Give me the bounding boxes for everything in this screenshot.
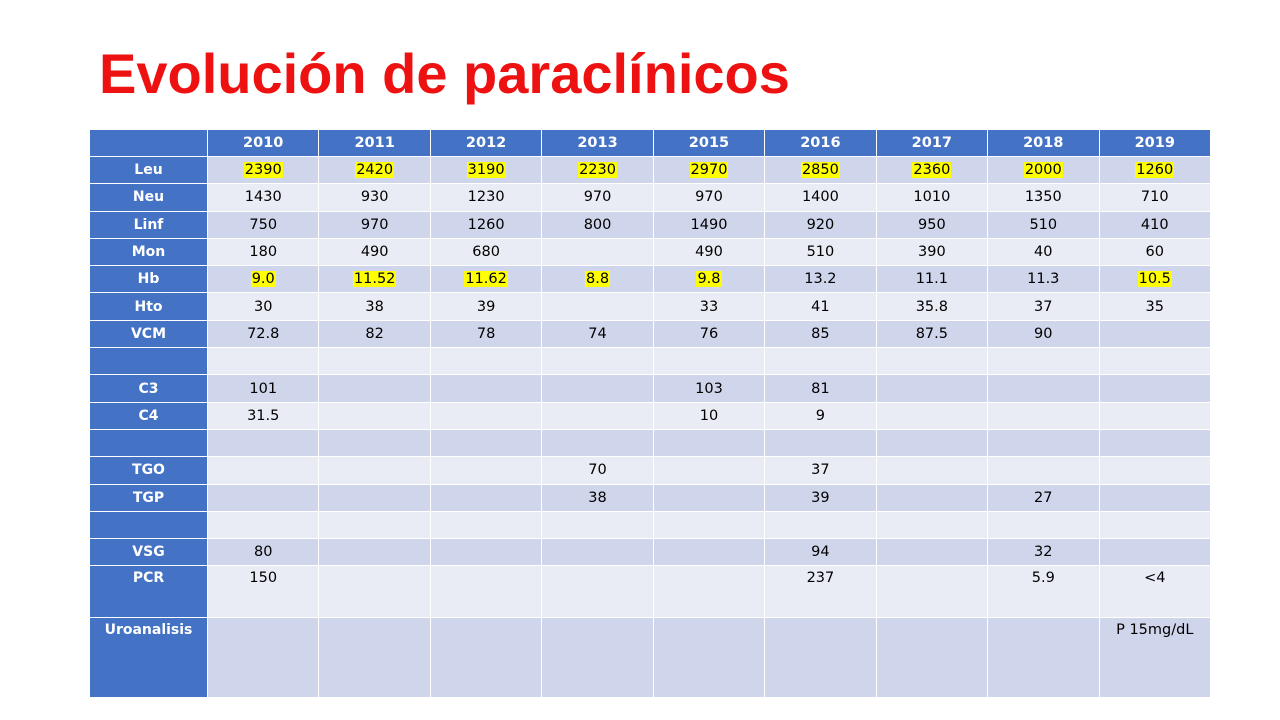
- table-cell: [653, 293, 764, 320]
- table-cell: [430, 539, 541, 566]
- table-cell: [988, 511, 1099, 538]
- table-row: [90, 566, 1211, 618]
- table-cell: [319, 429, 430, 456]
- cell-value: 94: [811, 544, 830, 561]
- cell-value: <4: [1144, 570, 1166, 587]
- highlighted-value: 2970: [690, 162, 728, 179]
- column-header-2016: 2016: [765, 130, 876, 157]
- cell-value: 10: [699, 407, 719, 424]
- cell-value: 40: [1034, 244, 1053, 261]
- table-cell: [988, 293, 1099, 320]
- lab-results-table: [89, 129, 1211, 698]
- cell-value: 41: [811, 298, 830, 315]
- table-row: [90, 238, 1211, 265]
- table-cell: [208, 457, 319, 484]
- table-cell: [208, 320, 319, 347]
- cell-value: 39: [811, 489, 830, 506]
- cell-value: 5.9: [1031, 570, 1055, 587]
- table-cell: [208, 566, 319, 618]
- cell-value: 680: [472, 244, 500, 261]
- row-label: [90, 429, 208, 456]
- table-cell: [319, 539, 430, 566]
- table-cell: [208, 375, 319, 402]
- cell-value: 103: [695, 380, 723, 397]
- table-cell: [430, 484, 541, 511]
- cell-value: 510: [806, 244, 835, 261]
- highlighted-value: 1260: [1136, 162, 1174, 179]
- table-cell: [988, 157, 1099, 184]
- table-row: [90, 320, 1211, 347]
- table-cell: [765, 375, 876, 402]
- column-header-2018: 2018: [988, 130, 1099, 157]
- table-cell: [653, 402, 764, 429]
- row-label: Linf: [90, 211, 208, 238]
- cell-value: 710: [1140, 189, 1169, 206]
- table-cell: [876, 320, 987, 347]
- table-cell: [319, 320, 430, 347]
- row-label: VCM: [90, 320, 208, 347]
- table-cell: [876, 566, 987, 618]
- cell-value: 9: [815, 407, 826, 424]
- highlighted-value: 3190: [467, 162, 505, 179]
- table-cell: [430, 266, 541, 293]
- column-header-2013: 2013: [542, 130, 653, 157]
- highlighted-value: 2420: [356, 162, 394, 179]
- table-cell: [542, 402, 653, 429]
- row-label: TGP: [90, 484, 208, 511]
- table-cell: [876, 429, 987, 456]
- table-cell: [430, 157, 541, 184]
- table-cell: [653, 211, 764, 238]
- table-cell: [319, 402, 430, 429]
- table-cell: [988, 348, 1099, 375]
- table-cell: [430, 293, 541, 320]
- table-cell: [430, 320, 541, 347]
- column-header-2010: 2010: [208, 130, 319, 157]
- cell-value: 1010: [913, 189, 951, 206]
- table-cell: [765, 211, 876, 238]
- table-cell: [653, 157, 764, 184]
- row-label: Uroanalisis: [90, 618, 208, 698]
- row-label: [90, 511, 208, 538]
- table-row: [90, 402, 1211, 429]
- table-cell: [430, 184, 541, 211]
- table-cell: [1099, 402, 1211, 429]
- table-cell: [765, 618, 876, 698]
- table-cell: [765, 157, 876, 184]
- table-cell: [876, 211, 987, 238]
- table-cell: [1099, 511, 1211, 538]
- table-cell: [208, 402, 319, 429]
- cell-value: 82: [365, 325, 384, 342]
- table-cell: [876, 375, 987, 402]
- table-cell: [988, 457, 1099, 484]
- table-cell: [430, 511, 541, 538]
- table-cell: [876, 348, 987, 375]
- cell-value: 76: [699, 325, 719, 342]
- table-cell: [988, 566, 1099, 618]
- cell-value: 950: [918, 216, 946, 233]
- column-header-2017: 2017: [876, 130, 987, 157]
- cell-value: 800: [583, 216, 612, 233]
- table-cell: [208, 511, 319, 538]
- table-cell: [319, 157, 430, 184]
- table-cell: [876, 539, 987, 566]
- cell-value: 70: [588, 462, 607, 479]
- table-row: [90, 266, 1211, 293]
- cell-value: 30: [253, 298, 273, 315]
- table-cell: [542, 566, 653, 618]
- table-cell: [876, 618, 987, 698]
- table-cell: [1099, 618, 1211, 698]
- table-body: [90, 157, 1211, 698]
- table-row: [90, 375, 1211, 402]
- table-cell: [765, 293, 876, 320]
- table-cell: [876, 293, 987, 320]
- column-header-2011: 2011: [319, 130, 430, 157]
- table-cell: [653, 484, 764, 511]
- table-row: [90, 457, 1211, 484]
- table-cell: [1099, 539, 1211, 566]
- cell-value: 31.5: [247, 407, 280, 424]
- table-cell: [430, 211, 541, 238]
- table-cell: [542, 184, 653, 211]
- table-cell: [430, 457, 541, 484]
- table-cell: [319, 484, 430, 511]
- table-cell: [1099, 320, 1211, 347]
- table-cell: [1099, 484, 1211, 511]
- row-label: Leu: [90, 157, 208, 184]
- cell-value: 510: [1029, 216, 1058, 233]
- cell-value: 11.3: [1027, 271, 1060, 288]
- cell-value: 1430: [244, 189, 282, 206]
- cell-value: 1230: [467, 189, 505, 206]
- cell-value: 1350: [1024, 189, 1062, 206]
- table-cell: [542, 348, 653, 375]
- table-cell: [765, 457, 876, 484]
- table-cell: [765, 348, 876, 375]
- table-cell: [542, 157, 653, 184]
- row-label: Hb: [90, 266, 208, 293]
- table-cell: [1099, 211, 1211, 238]
- table-cell: [988, 402, 1099, 429]
- cell-value: 1400: [801, 189, 839, 206]
- row-label: [90, 348, 208, 375]
- table-row: [90, 511, 1211, 538]
- cell-value: 80: [253, 544, 273, 561]
- table-cell: [208, 184, 319, 211]
- table-cell: [319, 566, 430, 618]
- cell-value: 390: [918, 244, 946, 261]
- table-cell: [430, 566, 541, 618]
- table-cell: [208, 157, 319, 184]
- table-cell: [542, 618, 653, 698]
- table-cell: [1099, 566, 1211, 618]
- cell-value: 72.8: [247, 325, 280, 342]
- table-cell: [319, 266, 430, 293]
- table-cell: [208, 211, 319, 238]
- table-cell: [430, 375, 541, 402]
- table-cell: [319, 184, 430, 211]
- table-cell: [653, 375, 764, 402]
- cell-value: 490: [695, 244, 723, 261]
- table-cell: [1099, 266, 1211, 293]
- table-cell: [542, 511, 653, 538]
- highlighted-value: 2390: [244, 162, 282, 179]
- table-cell: [653, 429, 764, 456]
- table-cell: [765, 566, 876, 618]
- table-cell: [876, 457, 987, 484]
- table-cell: [542, 320, 653, 347]
- slide-title: Evolución de paraclínicos: [99, 42, 790, 105]
- cell-value: 180: [249, 244, 278, 261]
- table-cell: [319, 238, 430, 265]
- cell-value: 13.2: [804, 271, 837, 288]
- table-cell: [1099, 293, 1211, 320]
- cell-value: 37: [1034, 298, 1053, 315]
- cell-value: P 15mg/dL: [1116, 622, 1194, 639]
- cell-value: 35.8: [915, 298, 948, 315]
- row-label: VSG: [90, 539, 208, 566]
- table-cell: [765, 238, 876, 265]
- cell-value: 970: [583, 189, 612, 206]
- cell-value: 11.1: [915, 271, 948, 288]
- table-cell: [319, 375, 430, 402]
- highlighted-value: 11.52: [353, 271, 396, 288]
- table-row: [90, 211, 1211, 238]
- cell-value: 750: [249, 216, 278, 233]
- table-cell: [765, 429, 876, 456]
- cell-value: 970: [360, 216, 389, 233]
- table-cell: [988, 429, 1099, 456]
- highlighted-value: 9.0: [251, 271, 275, 288]
- table-cell: [988, 618, 1099, 698]
- table-cell: [876, 511, 987, 538]
- table-cell: [430, 238, 541, 265]
- cell-value: 35: [1145, 298, 1164, 315]
- table-cell: [988, 320, 1099, 347]
- table-row: [90, 184, 1211, 211]
- highlighted-value: 10.5: [1138, 271, 1171, 288]
- table-cell: [319, 293, 430, 320]
- table-cell: [988, 211, 1099, 238]
- table-cell: [319, 511, 430, 538]
- cell-value: 490: [360, 244, 389, 261]
- cell-value: 150: [249, 570, 278, 587]
- cell-value: 81: [811, 380, 830, 397]
- table-cell: [542, 266, 653, 293]
- table-cell: [765, 402, 876, 429]
- table-cell: [1099, 375, 1211, 402]
- table-row: [90, 484, 1211, 511]
- cell-value: 970: [695, 189, 723, 206]
- cell-value: 38: [365, 298, 384, 315]
- table-row: [90, 539, 1211, 566]
- table-cell: [430, 618, 541, 698]
- table-cell: [1099, 348, 1211, 375]
- cell-value: 60: [1145, 244, 1164, 261]
- table-cell: [653, 457, 764, 484]
- table-cell: [653, 539, 764, 566]
- table-cell: [765, 484, 876, 511]
- table-cell: [653, 618, 764, 698]
- table-cell: [430, 348, 541, 375]
- table-cell: [988, 266, 1099, 293]
- table-row: [90, 618, 1211, 698]
- table-cell: [988, 484, 1099, 511]
- table-cell: [1099, 457, 1211, 484]
- table-cell: [653, 320, 764, 347]
- table-cell: [653, 238, 764, 265]
- table-cell: [542, 211, 653, 238]
- cell-value: 90: [1034, 325, 1053, 342]
- cell-value: 85: [811, 325, 830, 342]
- cell-value: 37: [811, 462, 830, 479]
- table-cell: [542, 484, 653, 511]
- cell-value: 410: [1140, 216, 1169, 233]
- table-cell: [208, 484, 319, 511]
- cell-value: 27: [1034, 489, 1053, 506]
- table-cell: [765, 539, 876, 566]
- table-row: [90, 429, 1211, 456]
- header-corner-cell: [90, 130, 208, 157]
- table-cell: [208, 266, 319, 293]
- table-cell: [208, 618, 319, 698]
- table-row: [90, 157, 1211, 184]
- table-cell: [876, 266, 987, 293]
- row-label: C3: [90, 375, 208, 402]
- table-cell: [1099, 184, 1211, 211]
- cell-value: 39: [476, 298, 496, 315]
- table-row: [90, 293, 1211, 320]
- table-cell: [765, 184, 876, 211]
- table-cell: [319, 348, 430, 375]
- table-cell: [208, 238, 319, 265]
- cell-value: 33: [699, 298, 719, 315]
- highlighted-value: 8.8: [586, 271, 610, 288]
- row-label: Neu: [90, 184, 208, 211]
- highlighted-value: 2850: [801, 162, 839, 179]
- cell-value: 74: [588, 325, 607, 342]
- table-cell: [876, 184, 987, 211]
- table-cell: [988, 184, 1099, 211]
- cell-value: 1490: [690, 216, 728, 233]
- row-label: Hto: [90, 293, 208, 320]
- cell-value: 38: [588, 489, 607, 506]
- row-label: PCR: [90, 566, 208, 618]
- table-cell: [319, 211, 430, 238]
- row-label: Mon: [90, 238, 208, 265]
- highlighted-value: 9.8: [697, 271, 721, 288]
- cell-value: 930: [360, 189, 389, 206]
- table-cell: [653, 566, 764, 618]
- table-cell: [988, 238, 1099, 265]
- table-cell: [319, 457, 430, 484]
- table-cell: [765, 320, 876, 347]
- table-cell: [1099, 429, 1211, 456]
- column-header-2019: 2019: [1099, 130, 1211, 157]
- column-header-2015: 2015: [653, 130, 764, 157]
- table-cell: [542, 539, 653, 566]
- table-cell: [430, 402, 541, 429]
- table-cell: [653, 511, 764, 538]
- table-cell: [653, 266, 764, 293]
- table-cell: [876, 238, 987, 265]
- table-cell: [653, 348, 764, 375]
- table-cell: [208, 429, 319, 456]
- table-cell: [542, 375, 653, 402]
- table-cell: [653, 184, 764, 211]
- table-cell: [430, 429, 541, 456]
- table-cell: [1099, 157, 1211, 184]
- table-cell: [765, 266, 876, 293]
- table-cell: [876, 157, 987, 184]
- table-cell: [765, 511, 876, 538]
- table-cell: [208, 539, 319, 566]
- highlighted-value: 2360: [913, 162, 951, 179]
- table-cell: [1099, 238, 1211, 265]
- table-cell: [876, 484, 987, 511]
- cell-value: 32: [1034, 544, 1053, 561]
- table-cell: [208, 293, 319, 320]
- highlighted-value: 2230: [579, 162, 616, 179]
- table-cell: [542, 429, 653, 456]
- highlighted-value: 2000: [1024, 162, 1062, 179]
- column-header-2012: 2012: [430, 130, 541, 157]
- table-cell: [876, 402, 987, 429]
- cell-value: 101: [249, 380, 278, 397]
- table-cell: [208, 348, 319, 375]
- table-cell: [542, 457, 653, 484]
- table-cell: [988, 539, 1099, 566]
- row-label: TGO: [90, 457, 208, 484]
- table-header-row: [90, 130, 1211, 157]
- cell-value: 1260: [467, 216, 505, 233]
- table-cell: [542, 293, 653, 320]
- highlighted-value: 11.62: [465, 271, 507, 288]
- table-row: [90, 348, 1211, 375]
- table-cell: [319, 618, 430, 698]
- table-cell: [542, 238, 653, 265]
- cell-value: 87.5: [915, 325, 948, 342]
- cell-value: 920: [806, 216, 835, 233]
- cell-value: 237: [806, 570, 835, 587]
- cell-value: 78: [476, 325, 496, 342]
- row-label: C4: [90, 402, 208, 429]
- table-cell: [988, 375, 1099, 402]
